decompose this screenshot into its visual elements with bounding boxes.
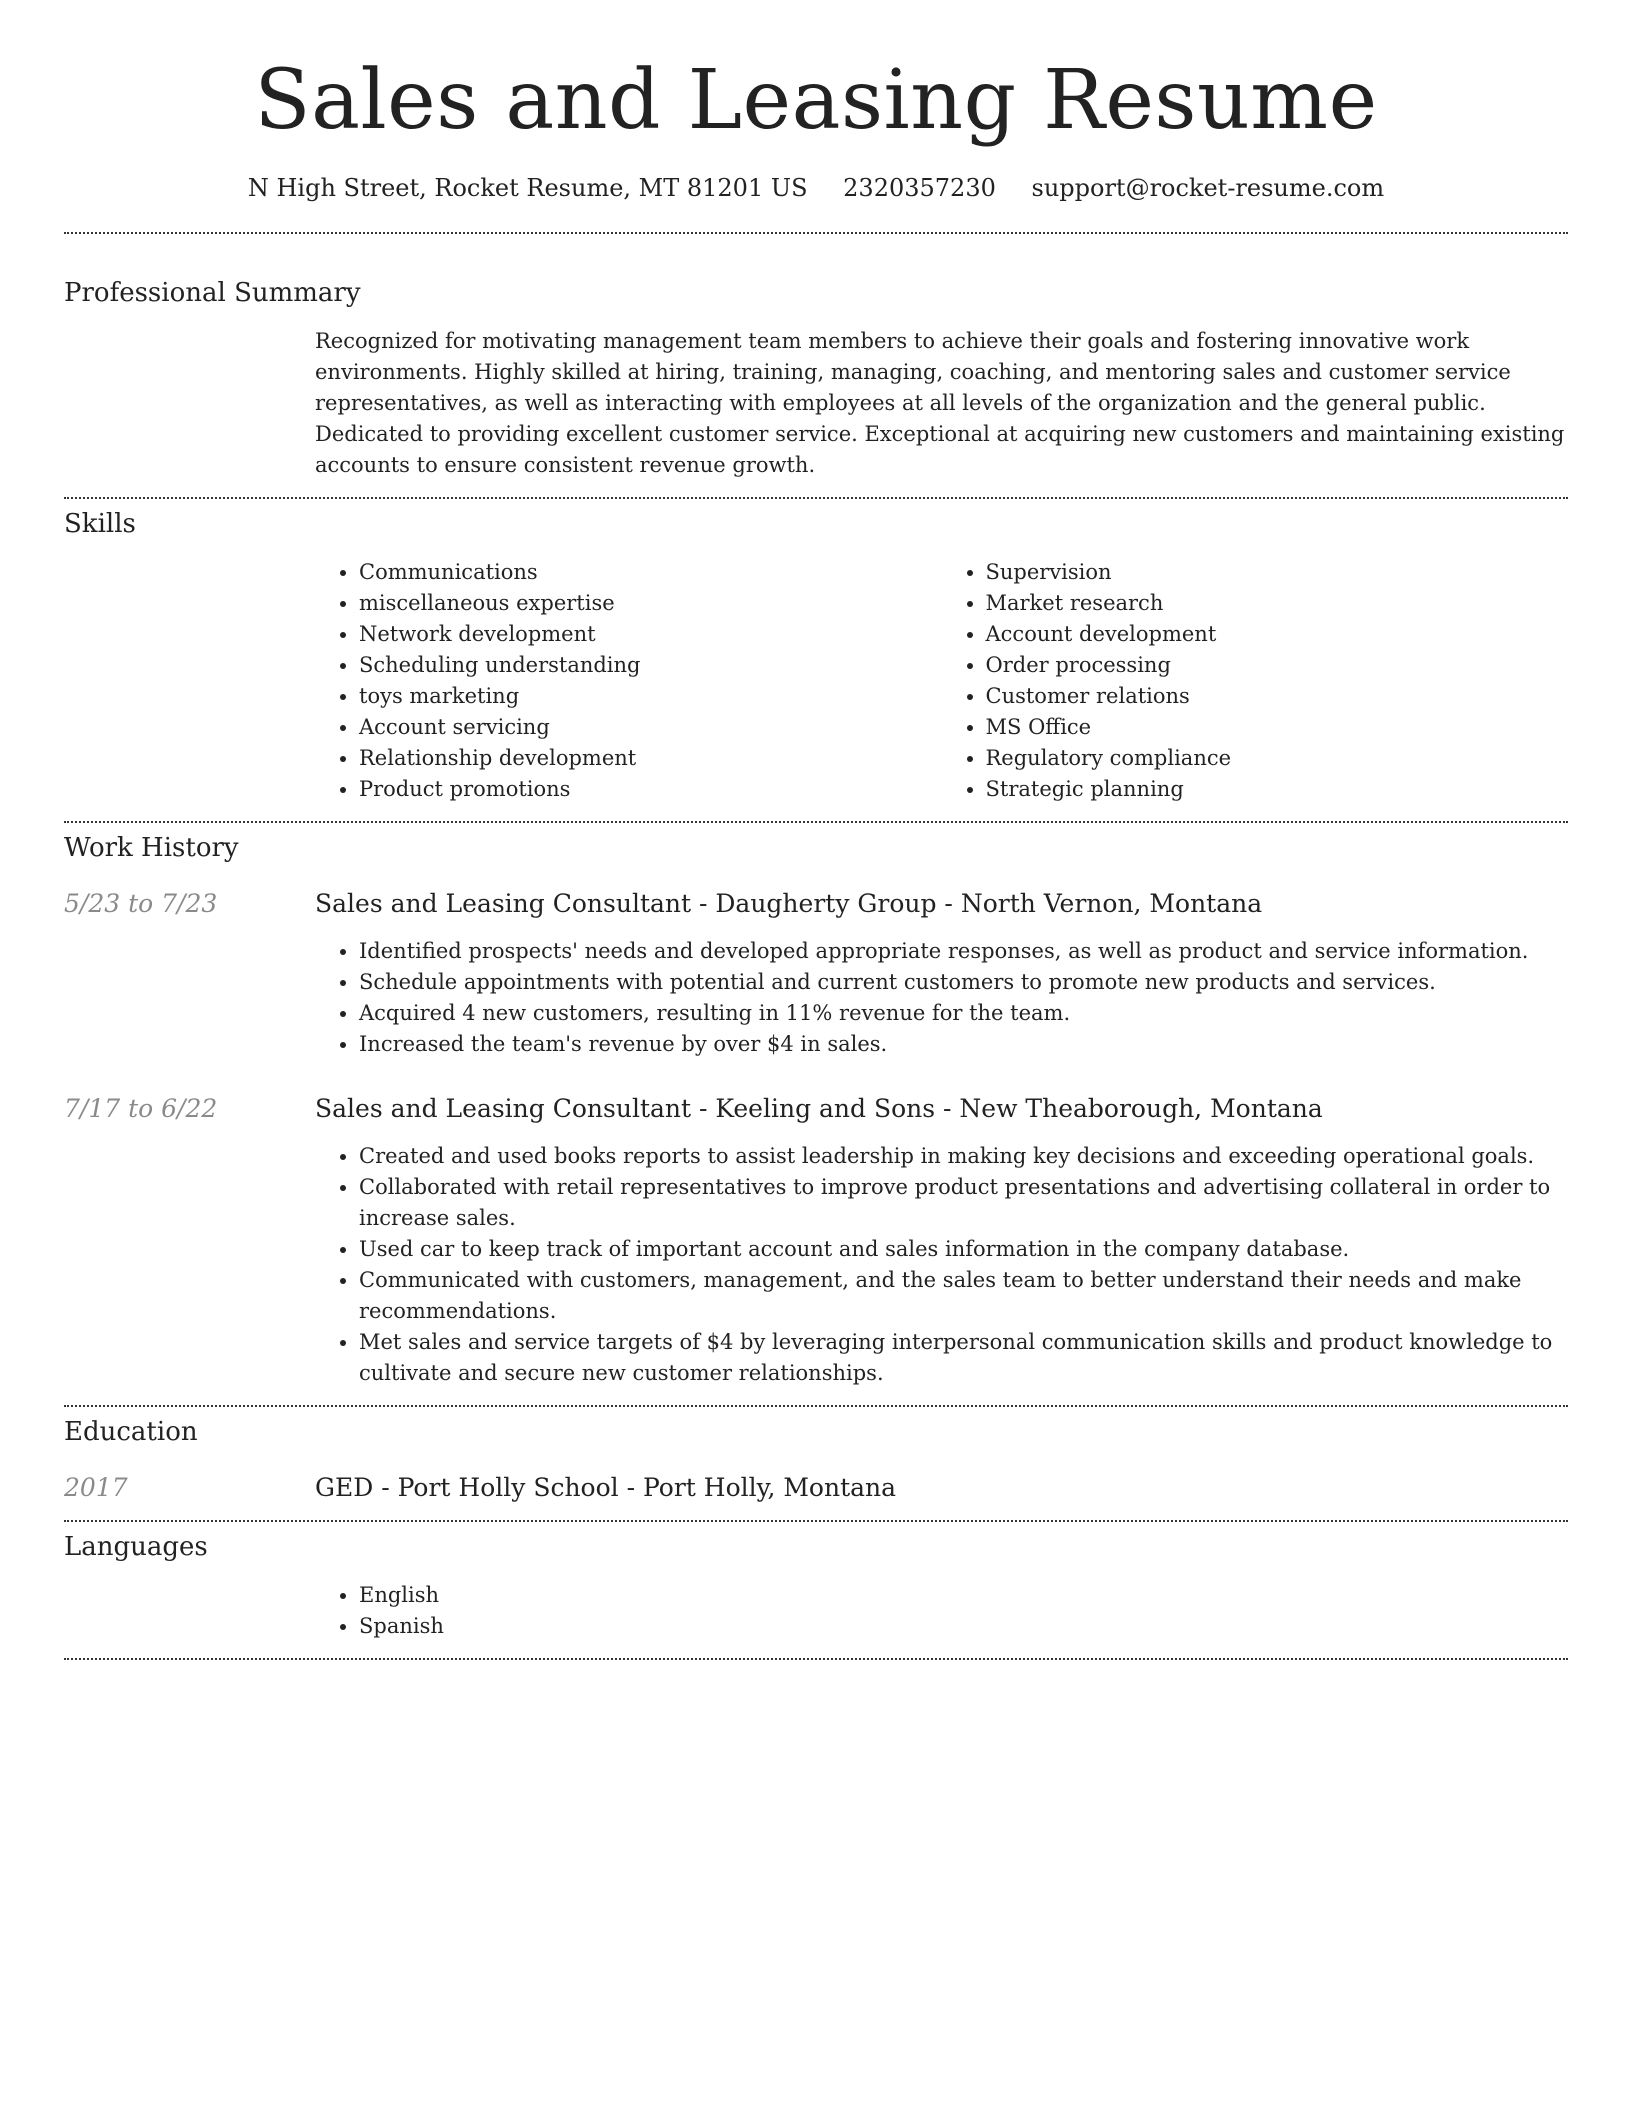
job-header	[64, 889, 1568, 918]
job-header	[64, 1094, 1568, 1123]
contact-email: support@rocket-resume.com	[1031, 174, 1385, 203]
skill-item: • Communications	[359, 557, 942, 588]
skill-item: • Order processing	[986, 650, 1569, 681]
skill-item: • Relationship development	[359, 743, 942, 774]
education-year: 2017	[64, 1473, 128, 1503]
skill-item: • Customer relations	[986, 681, 1569, 712]
summary-heading: Professional Summary	[64, 278, 361, 309]
job-bullet: • Increased the team's revenue by over $4 in sales.	[359, 1029, 1568, 1060]
contact-phone: 2320357230	[843, 174, 996, 203]
job-bullets	[315, 1141, 1568, 1389]
skill-item: • MS Office	[986, 712, 1569, 743]
skill-item: • miscellaneous expertise	[359, 588, 942, 619]
job-title: Sales and Leasing Consultant - Daugherty Group - North Vernon, Montana	[315, 889, 1263, 919]
job-bullets	[315, 936, 1568, 1060]
skill-item: • Product promotions	[359, 774, 942, 805]
job-dates: 5/23 to 7/23	[64, 889, 218, 919]
summary-text: Recognized for motivating management team members to achieve their goals and fostering innovative work environments. Highly skilled at hiring, training, managing, coaching, and mentoring sales and customer service representatives, as well as interacting with employees at all levels of the organization and the general public. Dedicated to providing excellent customer service. Exceptional at acquiring new customers and maintaining existing accounts to ensure consistent revenue growth.	[315, 329, 1565, 478]
work-heading: Work History	[64, 833, 239, 864]
resume-page	[64, 0, 1568, 1660]
job-dates: 7/17 to 6/22	[64, 1094, 218, 1124]
education-heading: Education	[64, 1417, 198, 1448]
skill-item: • Scheduling understanding	[359, 650, 942, 681]
resume-title: Sales and Leasing Resume	[254, 53, 1378, 148]
contact-line	[64, 174, 1568, 202]
language-item: • English	[359, 1580, 1568, 1611]
contact-address: N High Street, Rocket Resume, MT 81201 US	[247, 174, 808, 203]
job-bullet: • Identified prospects' needs and developed appropriate responses, as well as product and service information.	[359, 936, 1568, 967]
job-bullet: • Created and used books reports to assist leadership in making key decisions and exceeding operational goals.	[359, 1141, 1568, 1172]
job-bullet: • Collaborated with retail representatives to improve product presentations and advertising collateral in order to increase sales.	[359, 1172, 1568, 1234]
skill-item: • Regulatory compliance	[986, 743, 1569, 774]
skills-grid	[315, 557, 1568, 805]
job-bullet: • Acquired 4 new customers, resulting in 11% revenue for the team.	[359, 998, 1568, 1029]
skills-heading: Skills	[64, 509, 136, 540]
languages-list	[315, 1580, 1568, 1642]
job-bullet: • Schedule appointments with potential and current customers to promote new products and services.	[359, 967, 1568, 998]
languages-heading: Languages	[64, 1532, 208, 1563]
skill-item: • Account servicing	[359, 712, 942, 743]
job-bullet: • Met sales and service targets of $4 by leveraging interpersonal communication skills and product knowledge to cultivate and secure new customer relationships.	[359, 1327, 1568, 1389]
skill-item: • Supervision	[986, 557, 1569, 588]
skill-item: • Account development	[986, 619, 1569, 650]
job-bullet: • Communicated with customers, management, and the sales team to better understand their needs and make recommendations.	[359, 1265, 1568, 1327]
education-entry	[64, 1473, 1568, 1502]
skill-item: • Network development	[359, 619, 942, 650]
job-bullet: • Used car to keep track of important account and sales information in the company database.	[359, 1234, 1568, 1265]
education-title: GED - Port Holly School - Port Holly, Montana	[315, 1473, 897, 1503]
job-title: Sales and Leasing Consultant - Keeling and Sons - New Theaborough, Montana	[315, 1094, 1323, 1124]
skills-list-right	[942, 557, 1569, 805]
skills-list-left	[315, 557, 942, 805]
section-divider	[64, 1658, 1568, 1660]
skill-item: • toys marketing	[359, 681, 942, 712]
skill-item: • Strategic planning	[986, 774, 1569, 805]
skill-item: • Market research	[986, 588, 1569, 619]
language-item: • Spanish	[359, 1611, 1568, 1642]
